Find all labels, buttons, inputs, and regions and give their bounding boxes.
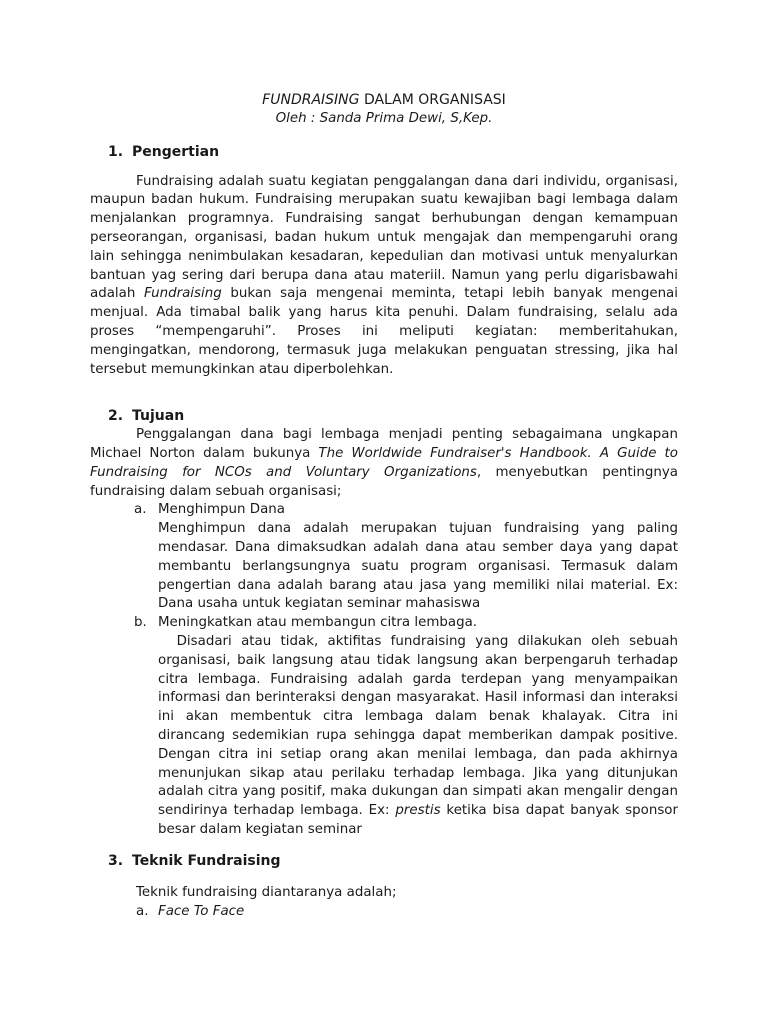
title-rest-part: DALAM ORGANISASI xyxy=(359,92,506,108)
section-title: Tujuan xyxy=(132,408,185,425)
pengertian-paragraph xyxy=(90,173,678,380)
paragraph-text: Fundraising adalah suatu kegiatan penggalangan dana dari individu, organisasi, maupun badan hukum. Fundraising merupakan suatu kewajiban bagi lembaga dalam menjalankan programnya. Fundraising sangat berhubungan dengan kemampuan perseorangan, organisasi, badan hukum untuk mengajak dan mempengaruhi orang lain sehingga nenimbulakan kesadaran, kepedulian dan motivasi untuk menyalurkan bantuan yag sering dari berupa dana atau materiil. Namun yang perlu digarisbawahi adalah xyxy=(90,173,678,302)
paragraph-text: Disadari atau tidak, aktifitas fundraising yang dilakukan oleh sebuah organisasi, baik langsung atau tidak langsung akan berpengaruh terhadap citra lembaga. Fundraising adalah garda terdepan yang menyampaikan informasi dan berinteraksi dengan masyarakat. Hasil informasi dan interaksi ini akan membentuk citra lembaga dalam benak khalayak. Citra ini dirancang sedemikian rupa sehingga dapat memberikan dampak positive. Dengan citra ini setiap orang akan menilai lembaga, dan pada akhirnya menunjukan sikap atau perilaku terhadap lembaga. Jika yang ditunjukan adalah citra yang positif, maka dukungan dan simpati akan mengalir dengan sendirinya terhadap lembaga. Ex: xyxy=(158,633,683,819)
list-letter: a. xyxy=(136,904,149,920)
teknik-intro: Teknik fundraising diantaranya adalah; xyxy=(136,885,397,901)
list-item-b xyxy=(134,614,678,633)
list-item-b-body xyxy=(158,633,683,840)
section-title: Teknik Fundraising xyxy=(132,852,281,869)
list-letter: b. xyxy=(134,615,147,631)
list-letter: a. xyxy=(134,502,147,518)
paragraph-text: ketika bisa dapat banyak sponsor besar dalam kegiatan seminar xyxy=(158,803,683,837)
title-italic-part: FUNDRAISING xyxy=(262,92,360,108)
list-item-title: Meningkatkan atau membangun citra lembaga. xyxy=(158,615,478,631)
list-item-title: Menghimpun Dana xyxy=(158,502,285,518)
document-author: Oleh : Sanda Prima Dewi, S,Kep. xyxy=(275,111,493,126)
section-heading-pengertian xyxy=(108,143,678,162)
section-number: 2. xyxy=(108,408,124,425)
book-title: The Worldwide Fundraiser's Handbook. A Guide to Fundraising for NCOs and Voluntary Organizations xyxy=(90,445,678,480)
document-title xyxy=(90,90,678,110)
list-item-title: Face To Face xyxy=(158,904,245,920)
teknik-item-a xyxy=(136,903,678,922)
paragraph-text: Penggalangan dana bagi lembaga menjadi penting sebagaimana ungkapan Michael Norton dalam bukunya xyxy=(90,427,678,461)
paragraph-italic-text: prestis xyxy=(395,803,441,819)
section-number: 1. xyxy=(108,143,124,160)
tujuan-intro-paragraph xyxy=(90,426,678,501)
paragraph-text: bukan saja mengenai meminta, tetapi lebih banyak mengenai menjual. Ada timabal balik yang harus kita penuhi. Dalam fundraising, selalu ada proses “mempengaruhi”. Proses ini meliputi kegiatan: memberitahukan, mengingatkan, mendorong, termasuk juga melakukan penguatan stressing, jika hal tersebut memungkinkan atau diperbolehkan. xyxy=(90,286,678,377)
list-item-a xyxy=(134,501,678,520)
paragraph-text: , menyebutkan pentingnya fundraising dalam sebuah organisasi; xyxy=(90,464,678,499)
list-item-a-body: Menghimpun dana adalah merupakan tujuan fundraising yang paling mendasar. Dana dimaksudkan adalah dana atau sember daya yang dapat membantu berlangsungnya suatu program organisasi. Termasuk dalam pengertian dana adalah barang atau jasa yang memiliki nilai material. Ex: Dana usaha untuk kegiatan seminar mahasiswa xyxy=(158,521,678,612)
section-number: 3. xyxy=(108,852,124,869)
section-heading-teknik xyxy=(108,852,678,871)
section-heading-tujuan xyxy=(108,407,678,426)
section-title: Pengertian xyxy=(132,143,220,160)
paragraph-italic-text: Fundraising xyxy=(143,286,222,302)
